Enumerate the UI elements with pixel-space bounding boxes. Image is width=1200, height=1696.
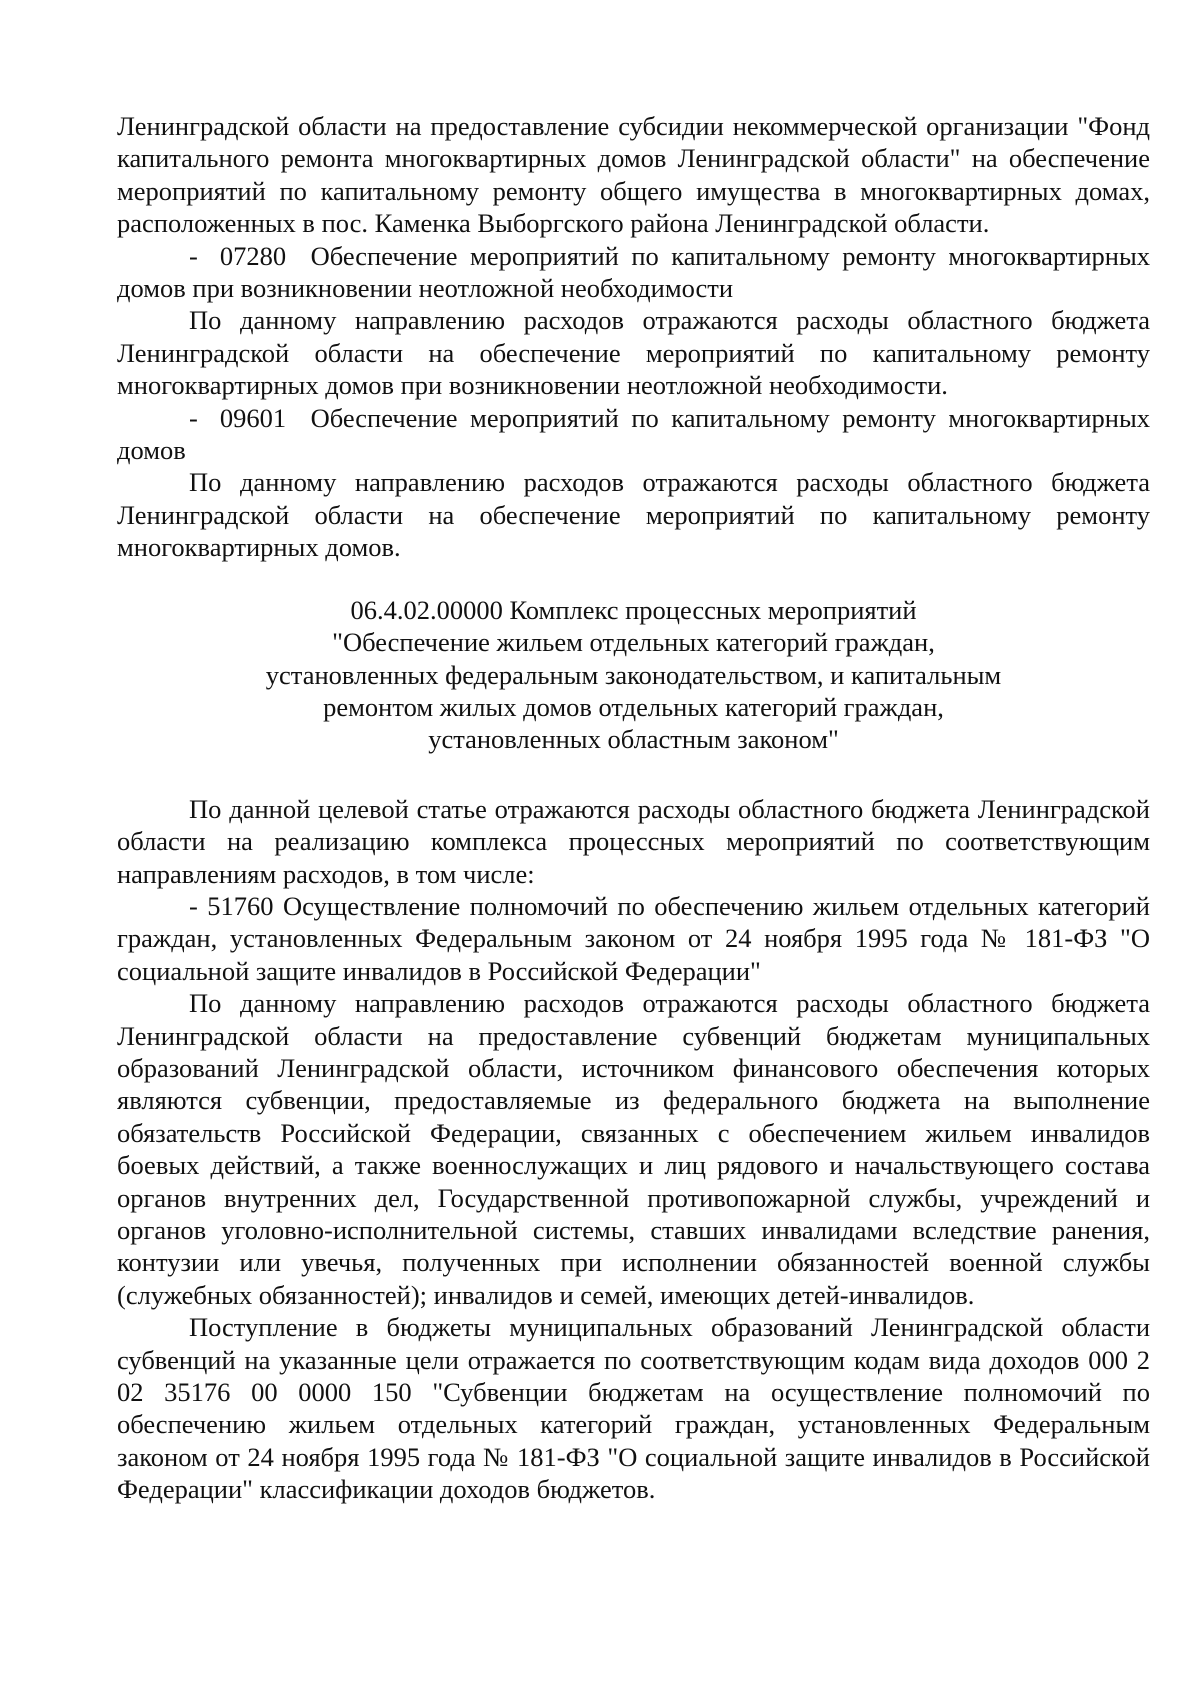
document-page bbox=[117, 110, 1150, 1506]
expense-item-09601 bbox=[117, 402, 1150, 467]
item-dash: - bbox=[189, 240, 198, 271]
heading-line: ремонтом жилых домов отдельных категорий граждан, bbox=[323, 691, 944, 722]
expense-item-07280 bbox=[117, 240, 1150, 305]
heading-line: установленных федеральным законодательством, и капитальным bbox=[265, 659, 1002, 690]
heading-line: "Обеспечение жильем отдельных категорий граждан, bbox=[332, 627, 935, 658]
item-dash: - bbox=[189, 402, 198, 433]
heading-line: 06.4.02.00000 Комплекс процессных мероприятий bbox=[350, 594, 917, 625]
heading-line: установленных областным законом" bbox=[428, 724, 839, 755]
spacer bbox=[117, 756, 1150, 793]
expense-item-51760: - 51760 Осуществление полномочий по обеспечению жильем отдельных категорий граждан, установленных Федеральным законом от 24 ноября 1995 года № 181-ФЗ "О социальной защите инвалидов в Российской Федерации" bbox=[117, 890, 1150, 986]
paragraph-subsidy-kamenka: Ленинградской области на предоставление субсидии некоммерческой организации "Фонд капитального ремонта многоквартирных домов Ленинградской области" на обеспечение мероприятий по капитальному ремонту общего имущества в многоквартирных домах, расположенных в пос. Каменка Выборгского района Ленинградской области. bbox=[117, 111, 1150, 239]
paragraph-07280-description: По данному направлению расходов отражаются расходы областного бюджета Ленинградской области на обеспечение мероприятий по капитальному ремонту многоквартирных домов при возникновении неотложной необходимости. bbox=[117, 305, 1150, 401]
paragraph-income-codes: Поступление в бюджеты муниципальных образований Ленинградской области субвенций на указанные цели отражается по соответствующим кодам вида доходов 000 2 02 35176 00 0000 150 "Субвенции бюджетам на осуществление полномочий по обеспечению жильем отдельных категорий граждан, установленных Федеральным законом от 24 ноября 1995 года № 181-ФЗ "О социальной защите инвалидов в Российской Федерации" классификации доходов бюджетов. bbox=[117, 1312, 1150, 1505]
item-code: 09601 bbox=[219, 402, 287, 433]
item-text: Обеспечение мероприятий по капитальному ремонту многоквартирных домов bbox=[117, 402, 1151, 466]
paragraph-51760-description: По данному направлению расходов отражаются расходы областного бюджета Ленинградской области на предоставление субвенций бюджетам муниципальных образований Ленинградской области, источником финансового обеспечения которых являются субвенции, предоставляемые из федерального бюджета на выполнение обязательств Российской Федерации, связанных с обеспечением жильем инвалидов боевых действий, а также военнослужащих и лиц рядового и начальствующего состава органов внутренних дел, Государственной противопожарной службы, учреждений и органов уголовно-исполнительной системы, ставших инвалидами вследствие ранения, контузии или увечья, полученных при исполнении обязанностей военной службы (служебных обязанностей); инвалидов и семей, имеющих детей-инвалидов. bbox=[117, 988, 1150, 1310]
item-text: Обеспечение мероприятий по капитальному ремонту многоквартирных домов при возникновении неотложной необходимости bbox=[117, 240, 1151, 304]
section-heading bbox=[117, 594, 1150, 756]
paragraph-target-article: По данной целевой статье отражаются расходы областного бюджета Ленинградской области на реализацию комплекса процессных мероприятий по соответствующим направлениям расходов, в том числе: bbox=[117, 793, 1150, 889]
item-code: 07280 bbox=[219, 240, 287, 271]
paragraph-09601-description: По данному направлению расходов отражаются расходы областного бюджета Ленинградской области на обеспечение мероприятий по капитальному ремонту многоквартирных домов. bbox=[117, 467, 1150, 563]
spacer bbox=[117, 564, 1150, 594]
